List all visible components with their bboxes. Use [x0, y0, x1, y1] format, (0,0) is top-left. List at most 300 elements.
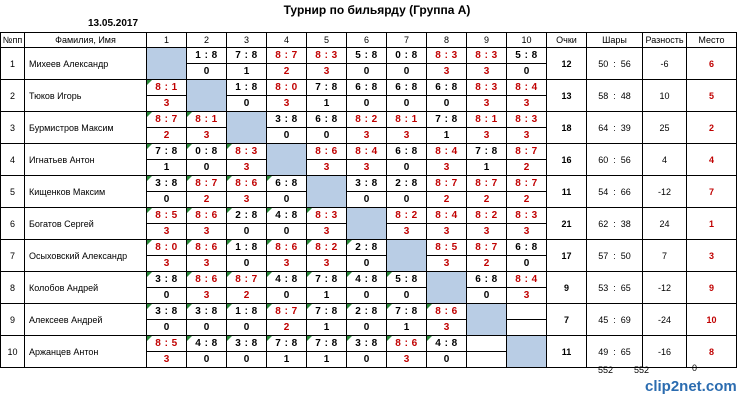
match-cell	[467, 240, 507, 272]
match-score: 4 : 8	[435, 338, 458, 349]
cell-marker-icon	[147, 272, 152, 277]
match-cell	[507, 48, 547, 80]
balls-for: 58	[598, 90, 609, 101]
match-score: 0 : 8	[395, 50, 418, 61]
match-cell	[427, 208, 467, 240]
match-points: 0	[187, 319, 226, 335]
cell-marker-icon	[267, 272, 272, 277]
match-score: 2 : 8	[355, 242, 378, 253]
match-cell	[187, 272, 227, 304]
match-cell	[467, 48, 507, 80]
player-place: 1	[687, 208, 737, 240]
match-points: 3	[507, 95, 546, 111]
match-points: 0	[187, 159, 226, 175]
match-points: 3	[187, 127, 226, 143]
match-score: 7 : 8	[435, 114, 458, 125]
match-cell	[387, 272, 427, 304]
match-score: 3 : 8	[355, 338, 378, 349]
match-score: 8 : 1	[395, 114, 418, 125]
row-number: 6	[1, 208, 25, 240]
cell-marker-icon	[267, 336, 272, 341]
match-score: 8 : 3	[475, 50, 498, 61]
match-cell	[227, 304, 267, 336]
row-number: 4	[1, 144, 25, 176]
balls-separator: :	[608, 282, 621, 293]
match-cell	[507, 240, 547, 272]
match-points: 0	[387, 287, 426, 303]
match-cell	[307, 272, 347, 304]
balls-separator: :	[608, 250, 621, 261]
player-balls	[587, 240, 643, 272]
match-points: 0	[507, 63, 546, 79]
match-cell	[387, 144, 427, 176]
header-col-9: 9	[467, 33, 507, 48]
table-row	[1, 48, 737, 80]
match-points: 2	[427, 191, 466, 207]
match-score: 8 : 1	[155, 82, 178, 93]
match-score: 8 : 6	[195, 210, 218, 221]
match-points: 2	[187, 191, 226, 207]
match-cell	[307, 48, 347, 80]
cell-marker-icon	[227, 240, 232, 245]
match-points: 3	[147, 95, 186, 111]
match-points: 0	[387, 191, 426, 207]
player-balls	[587, 112, 643, 144]
match-cell	[307, 112, 347, 144]
match-score: 8 : 2	[315, 242, 338, 253]
match-points: 3	[427, 63, 466, 79]
match-cell	[507, 208, 547, 240]
match-score: 5 : 8	[515, 50, 538, 61]
match-cell	[187, 336, 227, 368]
player-balls	[587, 144, 643, 176]
diagonal-cell	[227, 112, 267, 144]
match-cell	[227, 208, 267, 240]
match-points: 3	[507, 223, 546, 239]
player-points: 11	[547, 336, 587, 368]
header-col-3: 3	[227, 33, 267, 48]
match-points: 3	[307, 223, 346, 239]
match-cell	[307, 336, 347, 368]
diagonal-cell	[347, 208, 387, 240]
match-cell	[467, 336, 507, 368]
match-score: 8 : 6	[195, 242, 218, 253]
header-num: №пп	[1, 33, 25, 48]
match-points: 0	[147, 287, 186, 303]
match-cell	[467, 112, 507, 144]
match-cell	[147, 240, 187, 272]
row-number: 7	[1, 240, 25, 272]
match-cell	[267, 48, 307, 80]
match-cell	[147, 336, 187, 368]
match-points: 0	[267, 287, 306, 303]
match-score: 3 : 8	[155, 306, 178, 317]
cell-marker-icon	[227, 208, 232, 213]
total-balls-against: 552	[634, 365, 650, 375]
match-score: 3 : 8	[195, 306, 218, 317]
match-points: 1	[307, 319, 346, 335]
match-score: 5 : 8	[395, 274, 418, 285]
match-points: 2	[267, 319, 306, 335]
match-cell	[507, 272, 547, 304]
match-cell	[507, 304, 547, 336]
match-cell	[427, 336, 467, 368]
cell-marker-icon	[147, 80, 152, 85]
cell-marker-icon	[267, 208, 272, 213]
match-score: 8 : 3	[235, 146, 258, 157]
header-diff: Разность	[643, 33, 687, 48]
match-score: 2 : 8	[395, 178, 418, 189]
match-points: 3	[307, 255, 346, 271]
player-points: 11	[547, 176, 587, 208]
match-points: 3	[187, 287, 226, 303]
diagonal-cell	[307, 176, 347, 208]
match-cell	[147, 272, 187, 304]
match-points: 0	[347, 287, 386, 303]
match-score: 8 : 1	[195, 114, 218, 125]
header-col-2: 2	[187, 33, 227, 48]
match-points: 2	[467, 255, 506, 271]
cell-marker-icon	[147, 240, 152, 245]
match-points: 3	[507, 127, 546, 143]
match-score: 6 : 8	[355, 82, 378, 93]
cell-marker-icon	[187, 112, 192, 117]
match-cell	[467, 272, 507, 304]
match-score: 8 : 6	[195, 274, 218, 285]
player-balls	[587, 272, 643, 304]
match-points: 2	[147, 127, 186, 143]
match-cell	[227, 48, 267, 80]
match-points: 0	[347, 319, 386, 335]
match-cell	[307, 208, 347, 240]
cell-marker-icon	[147, 176, 152, 181]
player-points: 7	[547, 304, 587, 336]
match-cell	[187, 112, 227, 144]
cell-marker-icon	[427, 336, 432, 341]
match-points: 3	[467, 223, 506, 239]
cell-marker-icon	[267, 240, 272, 245]
match-score: 8 : 5	[435, 242, 458, 253]
cell-marker-icon	[387, 336, 392, 341]
cell-marker-icon	[347, 272, 352, 277]
cell-marker-icon	[347, 336, 352, 341]
player-balls	[587, 304, 643, 336]
header-balls: Шары	[587, 33, 643, 48]
player-points: 9	[547, 272, 587, 304]
match-score: 7 : 8	[235, 50, 258, 61]
match-cell	[147, 208, 187, 240]
match-score: 6 : 8	[395, 146, 418, 157]
match-score: 3 : 8	[355, 178, 378, 189]
header-col-5: 5	[307, 33, 347, 48]
cell-marker-icon	[307, 208, 312, 213]
player-diff: 10	[643, 80, 687, 112]
player-diff: -12	[643, 272, 687, 304]
match-score: 8 : 7	[475, 242, 498, 253]
table-row	[1, 208, 737, 240]
player-place: 7	[687, 176, 737, 208]
match-cell	[427, 112, 467, 144]
player-diff: -16	[643, 336, 687, 368]
match-points: 0	[227, 319, 266, 335]
balls-for: 57	[598, 250, 609, 261]
match-cell	[267, 272, 307, 304]
match-points: 2	[507, 159, 546, 175]
match-score: 2 : 8	[235, 210, 258, 221]
match-points: 3	[387, 351, 426, 367]
match-points: 3	[227, 191, 266, 207]
match-score: 8 : 3	[315, 210, 338, 221]
player-points: 12	[547, 48, 587, 80]
player-diff: -12	[643, 176, 687, 208]
player-name: Игнатьев Антон	[25, 144, 147, 176]
balls-against: 66	[620, 186, 631, 197]
player-points: 18	[547, 112, 587, 144]
match-points: 1	[467, 159, 506, 175]
match-score: 8 : 6	[275, 242, 298, 253]
player-balls	[587, 80, 643, 112]
player-points: 17	[547, 240, 587, 272]
match-points: 3	[467, 127, 506, 143]
balls-separator: :	[608, 218, 621, 229]
table-row	[1, 272, 737, 304]
match-points: 1	[307, 287, 346, 303]
player-name: Михеев Александр	[25, 48, 147, 80]
match-cell	[467, 144, 507, 176]
player-balls	[587, 176, 643, 208]
match-points: 0	[387, 95, 426, 111]
diagonal-cell	[187, 80, 227, 112]
balls-against: 50	[620, 250, 631, 261]
player-name: Кищенков Максим	[25, 176, 147, 208]
player-diff: 24	[643, 208, 687, 240]
match-cell	[507, 112, 547, 144]
match-cell	[347, 80, 387, 112]
match-points: 0	[147, 319, 186, 335]
cell-marker-icon	[147, 336, 152, 341]
player-place: 9	[687, 272, 737, 304]
match-cell	[507, 80, 547, 112]
cell-marker-icon	[187, 272, 192, 277]
player-place: 5	[687, 80, 737, 112]
match-points: 0	[387, 159, 426, 175]
header-place: Место	[687, 33, 737, 48]
match-cell	[347, 112, 387, 144]
match-score: 7 : 8	[155, 146, 178, 157]
match-cell	[147, 304, 187, 336]
balls-separator: :	[608, 90, 621, 101]
match-cell	[347, 272, 387, 304]
player-diff: -24	[643, 304, 687, 336]
match-cell	[147, 80, 187, 112]
match-cell	[307, 240, 347, 272]
match-cell	[227, 240, 267, 272]
match-points: 0	[347, 63, 386, 79]
balls-separator: :	[608, 154, 621, 165]
match-points: 1	[147, 159, 186, 175]
diagonal-cell	[507, 336, 547, 368]
match-score: 7 : 8	[395, 306, 418, 317]
player-name: Осыховский Александр	[25, 240, 147, 272]
balls-against: 65	[620, 282, 631, 293]
total-balls-for: 552	[598, 365, 614, 375]
match-score: 1 : 8	[235, 306, 258, 317]
match-score: 1 : 8	[235, 242, 258, 253]
player-points: 21	[547, 208, 587, 240]
match-points: 0	[387, 63, 426, 79]
match-score: 6 : 8	[395, 82, 418, 93]
match-points	[467, 351, 506, 367]
match-points: 0	[427, 351, 466, 367]
cell-marker-icon	[267, 304, 272, 309]
balls-against: 56	[620, 58, 631, 69]
match-cell	[387, 48, 427, 80]
match-cell	[307, 144, 347, 176]
match-score: 8 : 6	[315, 146, 338, 157]
diagonal-cell	[387, 240, 427, 272]
match-points: 3	[467, 95, 506, 111]
row-number: 1	[1, 48, 25, 80]
cell-marker-icon	[307, 272, 312, 277]
match-score: 8 : 7	[275, 306, 298, 317]
match-points: 3	[267, 95, 306, 111]
match-cell	[267, 208, 307, 240]
match-points: 0	[147, 191, 186, 207]
match-score: 4 : 8	[275, 210, 298, 221]
match-cell	[147, 144, 187, 176]
match-score: 7 : 8	[475, 146, 498, 157]
match-points: 3	[507, 287, 546, 303]
table-row	[1, 144, 737, 176]
match-score: 8 : 0	[155, 242, 178, 253]
match-cell	[467, 176, 507, 208]
match-points: 0	[227, 223, 266, 239]
player-name: Бурмистров Максим	[25, 112, 147, 144]
match-cell	[227, 272, 267, 304]
table-row	[1, 240, 737, 272]
header-col-10: 10	[507, 33, 547, 48]
match-cell	[347, 48, 387, 80]
row-number: 5	[1, 176, 25, 208]
match-cell	[387, 336, 427, 368]
match-score: 1 : 8	[235, 82, 258, 93]
match-score: 8 : 4	[435, 146, 458, 157]
match-cell	[427, 304, 467, 336]
balls-separator: :	[608, 314, 621, 325]
balls-against: 39	[620, 122, 631, 133]
match-cell	[227, 80, 267, 112]
match-score: 3 : 8	[235, 338, 258, 349]
page-title: Турнир по бильярду (Группа А)	[283, 3, 471, 17]
match-points: 0	[507, 255, 546, 271]
table-row	[1, 336, 737, 368]
match-score: 5 : 8	[355, 50, 378, 61]
cell-marker-icon	[267, 176, 272, 181]
match-points: 0	[267, 127, 306, 143]
match-score: 8 : 7	[275, 50, 298, 61]
match-score: 6 : 8	[515, 242, 538, 253]
match-points: 0	[227, 351, 266, 367]
match-score: 4 : 8	[195, 338, 218, 349]
match-points: 0	[227, 95, 266, 111]
cell-marker-icon	[387, 304, 392, 309]
player-diff: 25	[643, 112, 687, 144]
match-cell	[267, 80, 307, 112]
cell-marker-icon	[227, 304, 232, 309]
balls-against: 38	[620, 218, 631, 229]
match-points: 2	[507, 191, 546, 207]
watermark-logo: clip2net.com	[645, 378, 737, 395]
match-score: 8 : 3	[435, 50, 458, 61]
match-points: 3	[347, 127, 386, 143]
cell-marker-icon	[187, 304, 192, 309]
match-points: 0	[307, 127, 346, 143]
balls-for: 60	[598, 154, 609, 165]
match-points: 1	[227, 63, 266, 79]
match-cell	[187, 176, 227, 208]
diagonal-cell	[467, 304, 507, 336]
match-score: 8 : 2	[475, 210, 498, 221]
match-score: 4 : 8	[355, 274, 378, 285]
table-row	[1, 176, 737, 208]
cell-marker-icon	[307, 304, 312, 309]
match-points: 3	[227, 159, 266, 175]
match-cell	[387, 208, 427, 240]
table-row	[1, 112, 737, 144]
cell-marker-icon	[187, 176, 192, 181]
match-score: 6 : 8	[475, 274, 498, 285]
cell-marker-icon	[147, 304, 152, 309]
diagonal-cell	[427, 272, 467, 304]
player-name: Тюков Игорь	[25, 80, 147, 112]
cell-marker-icon	[227, 336, 232, 341]
match-cell	[387, 176, 427, 208]
player-name: Колобов Андрей	[25, 272, 147, 304]
diagonal-cell	[147, 48, 187, 80]
match-cell	[427, 144, 467, 176]
cell-marker-icon	[307, 240, 312, 245]
balls-for: 49	[598, 346, 609, 357]
match-points: 0	[347, 351, 386, 367]
balls-separator: :	[608, 58, 621, 69]
match-points: 1	[427, 127, 466, 143]
match-cell	[347, 240, 387, 272]
player-diff: 7	[643, 240, 687, 272]
match-score: 8 : 0	[275, 82, 298, 93]
cell-marker-icon	[227, 272, 232, 277]
match-score: 8 : 7	[515, 146, 538, 157]
player-points: 13	[547, 80, 587, 112]
match-cell	[347, 176, 387, 208]
match-cell	[187, 208, 227, 240]
match-score: 8 : 7	[235, 274, 258, 285]
match-points: 0	[347, 191, 386, 207]
cell-marker-icon	[187, 336, 192, 341]
cell-marker-icon	[227, 144, 232, 149]
match-cell	[427, 80, 467, 112]
tournament-date: 13.05.2017	[88, 18, 139, 29]
match-score: 8 : 1	[475, 114, 498, 125]
match-score: 8 : 4	[355, 146, 378, 157]
match-cell	[347, 304, 387, 336]
match-score: 8 : 4	[515, 82, 538, 93]
match-score: 8 : 6	[435, 306, 458, 317]
balls-for: 54	[598, 186, 609, 197]
match-score: 4 : 8	[275, 274, 298, 285]
player-balls	[587, 48, 643, 80]
match-points: 3	[267, 255, 306, 271]
match-points: 3	[467, 63, 506, 79]
